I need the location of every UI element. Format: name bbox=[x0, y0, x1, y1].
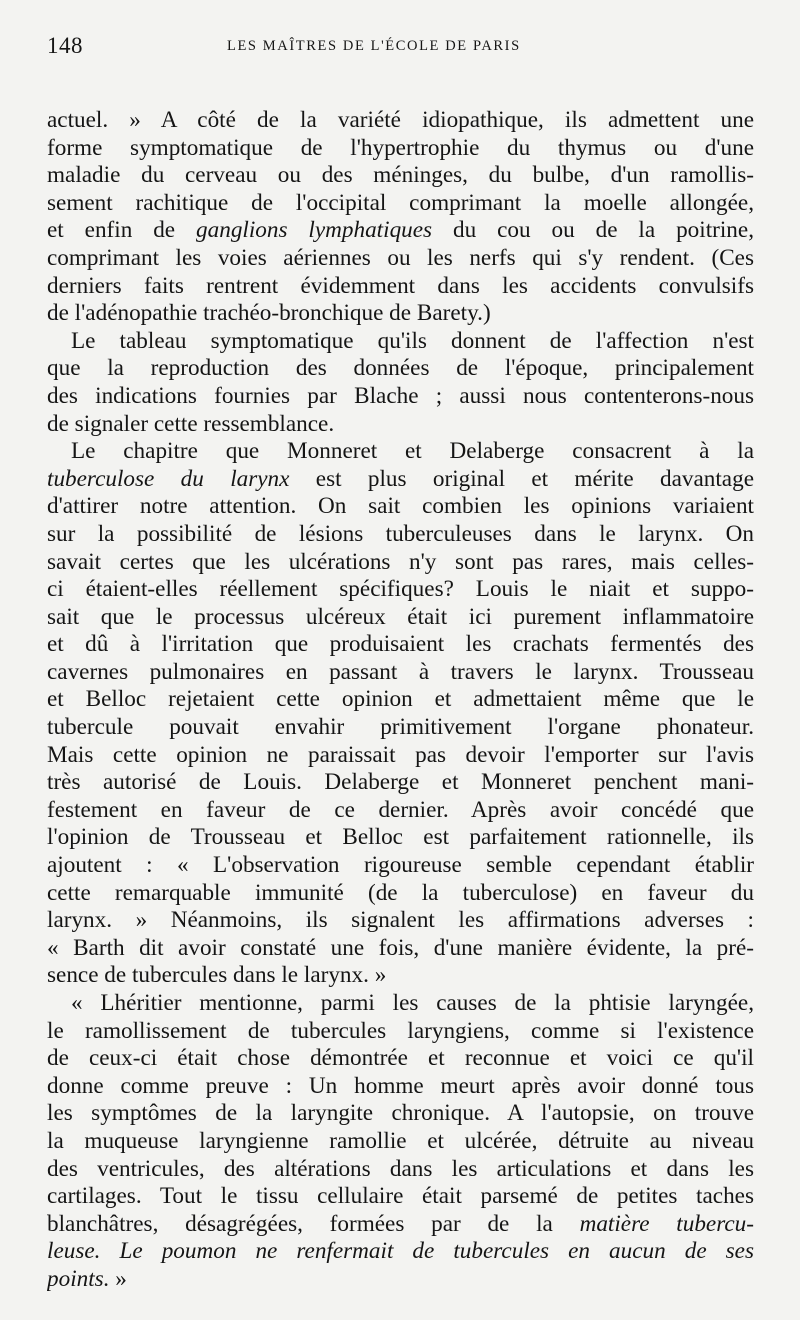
text-line: des ventricules, des altérations dans les articulations et dans les bbox=[47, 1155, 754, 1182]
text-line: « Barth dit avoir constaté une fois, d'une manière évidente, la pré- bbox=[47, 934, 754, 961]
paragraph bbox=[47, 990, 754, 1294]
text-line: sur la possibilité de lésions tuberculeuses dans le larynx. On bbox=[47, 520, 754, 547]
text-line: points. » bbox=[47, 1265, 127, 1292]
text-line: actuel. » A côté de la variété idiopathique, ils admettent une bbox=[47, 107, 754, 133]
text-line: ajoutent : « L'observation rigoureuse semble cependant établir bbox=[47, 852, 754, 879]
text-line: blanchâtres, désagrégées, formées par de la matière tubercu- bbox=[47, 1210, 754, 1237]
text-line: très autorisé de Louis. Delaberge et Monneret penchent mani- bbox=[47, 769, 754, 796]
italic-text: tuberculose du larynx bbox=[47, 465, 290, 492]
text-line: des indications fournies par Blache ; aussi nous contenterons-nous bbox=[47, 382, 754, 409]
running-head: LES MAÎTRES DE L'ÉCOLE DE PARIS bbox=[227, 38, 521, 54]
text-line: sait que le processus ulcéreux était ici purement inflammatoire bbox=[47, 603, 754, 630]
text-line: cartilages. Tout le tissu cellulaire était parsemé de petites taches bbox=[47, 1183, 754, 1210]
text-line: sement rachitique de l'occipital comprimant la moelle allongée, bbox=[47, 189, 754, 216]
text-line: et Belloc rejetaient cette opinion et admettaient même que le bbox=[47, 686, 754, 713]
text-line: derniers faits rentrent évidemment dans les accidents convulsifs bbox=[47, 272, 754, 299]
body-text bbox=[47, 107, 754, 1294]
text-line: Le chapitre que Monneret et Delaberge consacrent à la bbox=[71, 438, 754, 465]
text-line: les symptômes de la laryngite chronique. A l'autopsie, on trouve bbox=[47, 1100, 754, 1127]
text-line: tuberculose du larynx est plus original et mérite davantage bbox=[47, 465, 754, 492]
text-line: et dû à l'irritation que produisaient les crachats fermentés des bbox=[47, 631, 754, 658]
paragraph bbox=[47, 107, 754, 328]
text-line: forme symptomatique de l'hypertrophie du thymus ou d'une bbox=[47, 134, 754, 161]
text-line: et enfin de ganglions lymphatiques du cou ou de la poitrine, bbox=[47, 217, 754, 244]
text-line: festement en faveur de ce dernier. Après avoir concédé que bbox=[47, 796, 754, 823]
text-line: d'attirer notre attention. On sait combien les opinions variaient bbox=[47, 493, 754, 520]
text-line: savait certes que les ulcérations n'y sont pas rares, mais celles- bbox=[47, 548, 754, 575]
paragraph bbox=[47, 328, 754, 438]
text-line: comprimant les voies aériennes ou les nerfs qui s'y rendent. (Ces bbox=[47, 244, 754, 271]
paragraph bbox=[47, 438, 754, 990]
text-line: maladie du cerveau ou des méninges, du bulbe, d'un ramollis- bbox=[47, 162, 754, 189]
text-line: l'opinion de Trousseau et Belloc est parfaitement rationnelle, ils bbox=[47, 824, 754, 851]
italic-text: matière tubercu- bbox=[579, 1210, 754, 1237]
text-line: sence de tubercules dans le larynx. » bbox=[47, 962, 387, 989]
italic-text: ganglions lymphatiques bbox=[196, 217, 433, 244]
text-line: cette remarquable immunité (de la tuberculose) en faveur du bbox=[47, 879, 754, 906]
text-line: donne comme preuve : Un homme meurt après avoir donné tous bbox=[47, 1072, 754, 1099]
text-line: Le tableau symptomatique qu'ils donnent de l'affection n'est bbox=[71, 327, 754, 354]
text-line: de ceux-ci était chose démontrée et reconnue et voici ce qu'il bbox=[47, 1045, 754, 1072]
italic-text: points. bbox=[47, 1265, 110, 1292]
italic-text: leuse. Le poumon ne renfermait de tubercules en aucun de ses bbox=[47, 1238, 754, 1265]
text-line: « Lhéritier mentionne, parmi les causes de la phtisie laryngée, bbox=[71, 990, 754, 1016]
text-line: de l'adénopathie trachéo-bronchique de Barety.) bbox=[47, 300, 491, 327]
text-line: de signaler cette ressemblance. bbox=[47, 410, 335, 437]
text-line: tubercule pouvait envahir primitivement l'organe phonateur. bbox=[47, 714, 754, 741]
text-line: la muqueuse laryngienne ramollie et ulcérée, détruite au niveau bbox=[47, 1127, 754, 1154]
page-header bbox=[47, 33, 754, 67]
text-line: le ramollissement de tubercules laryngiens, comme si l'existence bbox=[47, 1017, 754, 1044]
text-line: que la reproduction des données de l'époque, principalement bbox=[47, 355, 754, 382]
page-number: 148 bbox=[47, 33, 83, 58]
text-line: larynx. » Néanmoins, ils signalent les affirmations adverses : bbox=[47, 907, 754, 934]
text-line: ci étaient-elles réellement spécifiques? Louis le niait et suppo- bbox=[47, 576, 754, 603]
text-line bbox=[47, 1238, 754, 1266]
text-line: cavernes pulmonaires en passant à travers le larynx. Trousseau bbox=[47, 658, 754, 685]
text-line: Mais cette opinion ne paraissait pas devoir l'emporter sur l'avis bbox=[47, 741, 754, 768]
